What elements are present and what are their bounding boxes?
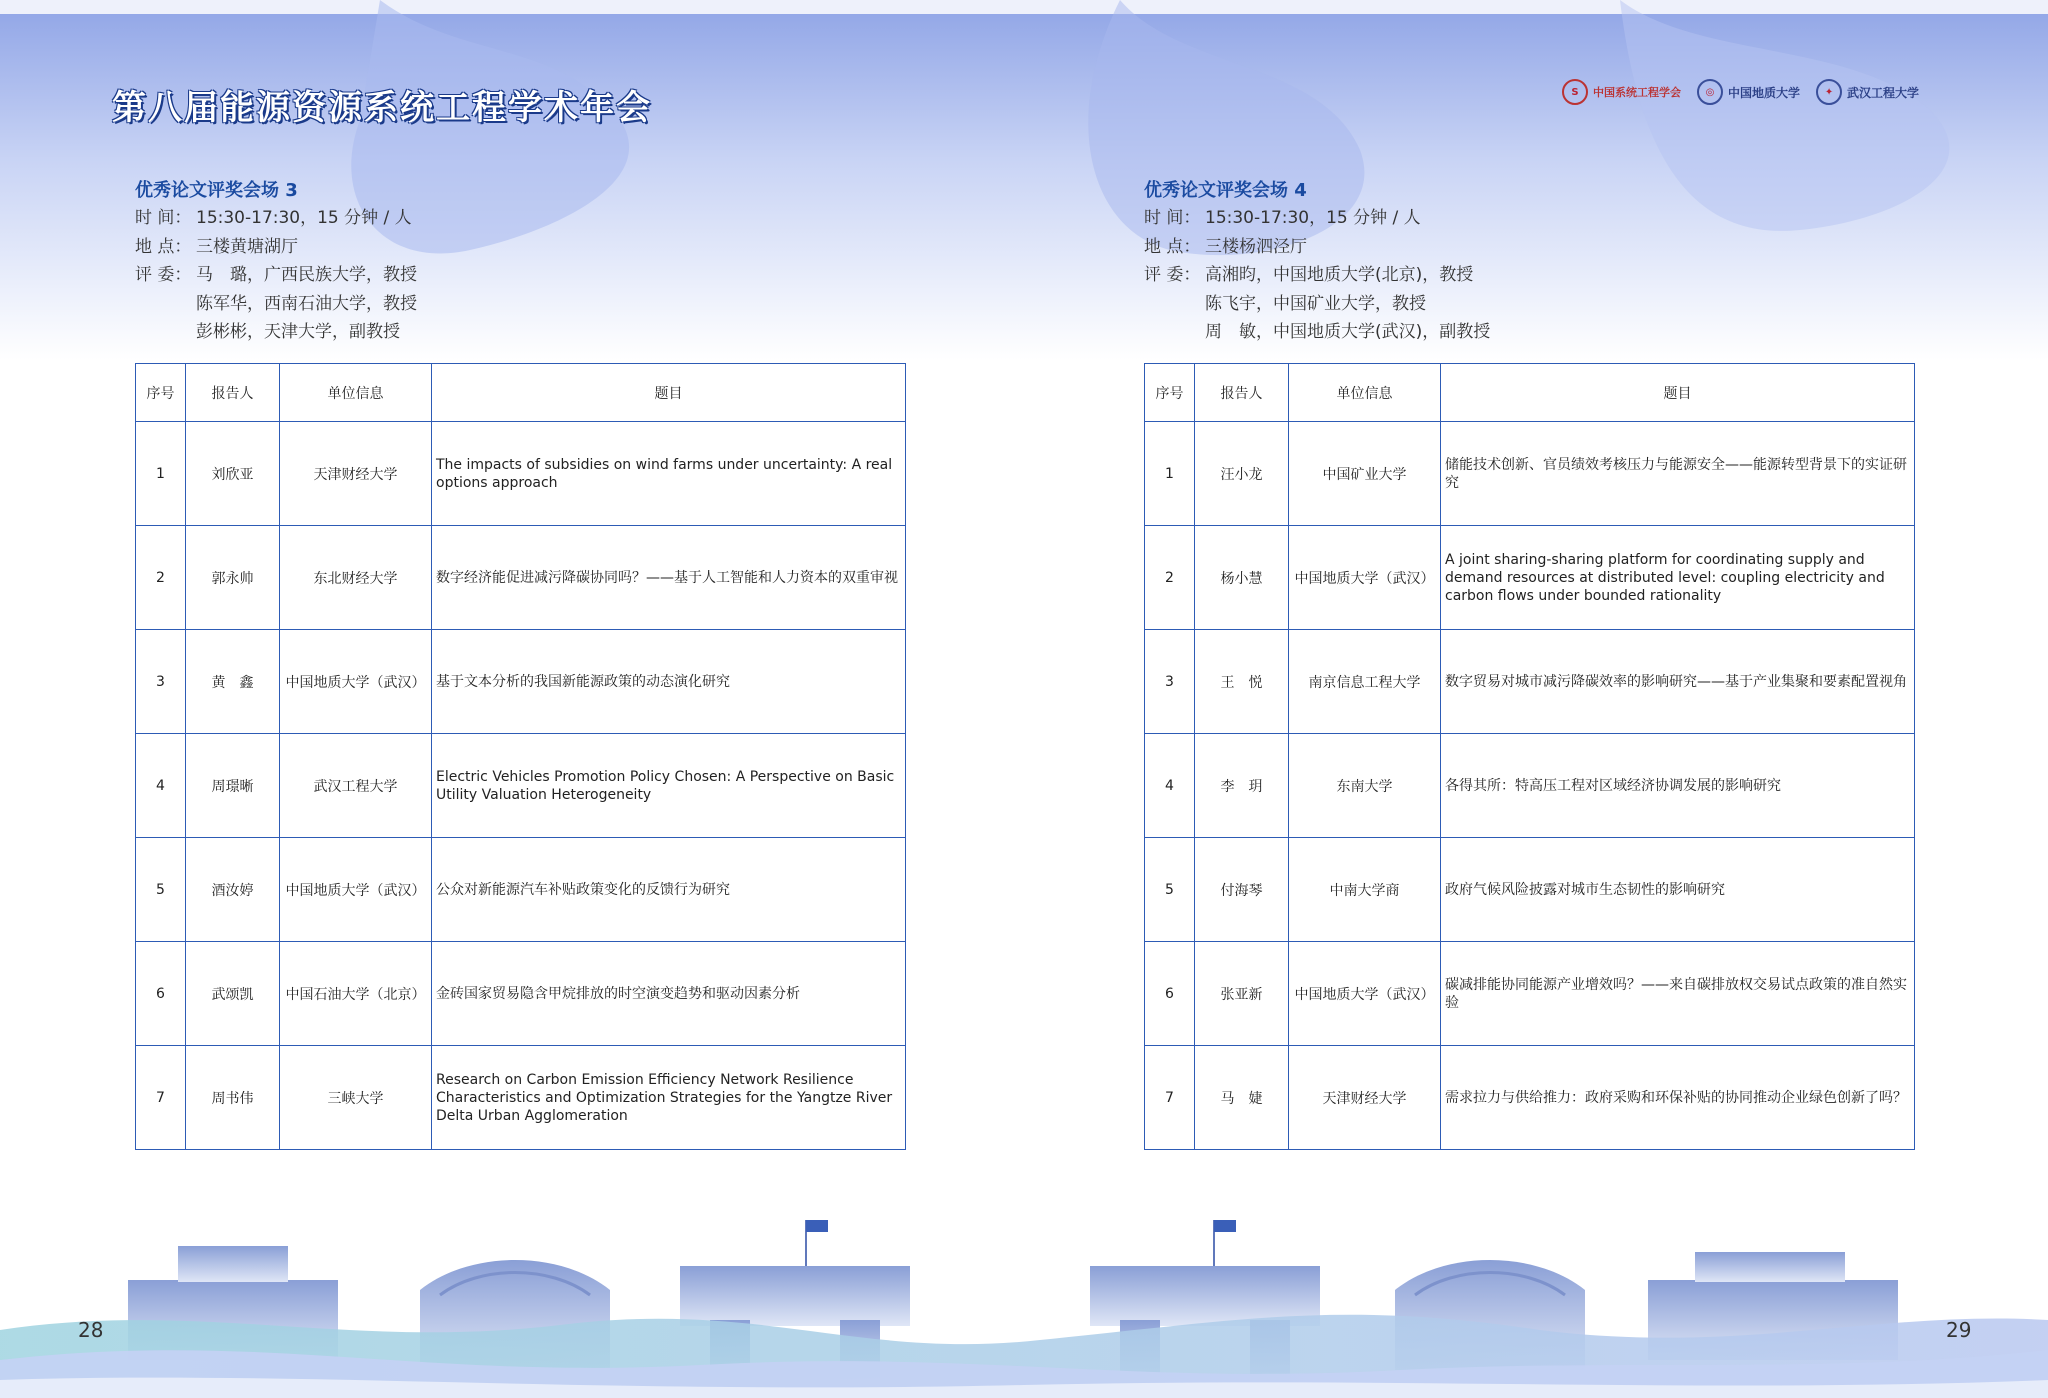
logo-bar (1562, 76, 1942, 108)
row-unit: 中国地质大学（武汉） (1289, 942, 1441, 1046)
col-number-header: 序号 (136, 364, 186, 422)
row-topic: 碳减排能协同能源产业增效吗？——来自碳排放权交易试点政策的准自然实验 (1441, 942, 1915, 1046)
table-row (1145, 422, 1915, 526)
table-row (136, 630, 906, 734)
row-unit: 中国石油大学（北京） (280, 942, 432, 1046)
row-topic: Research on Carbon Emission Efficiency Network Resilience Characteristics and Optimization Strategies for the Yangtze River Delta Urban Agglomeration (432, 1046, 906, 1150)
row-speaker: 黄 鑫 (186, 630, 280, 734)
row-speaker: 汪小龙 (1195, 422, 1289, 526)
judge-1: 高湘昀，中国地质大学(北京)，教授 (1205, 265, 1474, 285)
cug-logo (1697, 79, 1800, 105)
table-row (136, 734, 906, 838)
place-value: 三楼杨泗泾厅 (1205, 236, 1307, 257)
col-unit-header: 单位信息 (1289, 364, 1441, 422)
place-label: 地 点： (1144, 236, 1201, 257)
judges-label: 评 委： (135, 265, 192, 285)
row-topic: 公众对新能源汽车补贴政策变化的反馈行为研究 (432, 838, 906, 942)
row-number: 7 (136, 1046, 186, 1150)
session-judges (1144, 261, 1924, 290)
judges-label: 评 委： (1144, 265, 1201, 285)
table-row (1145, 838, 1915, 942)
session-judges (135, 261, 915, 290)
session-4-table (1144, 363, 1915, 1150)
cug-logo-label: 中国地质大学 (1728, 85, 1801, 100)
judge-2: 陈飞宇，中国矿业大学，教授 (1205, 293, 1426, 314)
table-header-row (136, 364, 906, 422)
row-topic: 储能技术创新、官员绩效考核压力与能源安全——能源转型背景下的实证研究 (1441, 422, 1915, 526)
page-number-right: 29 (1946, 1318, 1972, 1342)
row-unit: 东北财经大学 (280, 526, 432, 630)
sese-logo-icon: S (1562, 79, 1588, 105)
session-3-info (135, 178, 915, 347)
session-4-info (1144, 178, 1924, 347)
col-speaker-header: 报告人 (1195, 364, 1289, 422)
judge-2: 陈军华，西南石油大学，教授 (196, 293, 417, 314)
page-number-left: 28 (78, 1318, 104, 1342)
row-topic: 数字经济能促进减污降碳协同吗？——基于人工智能和人力资本的双重审视 (432, 526, 906, 630)
table-row (1145, 630, 1915, 734)
row-speaker: 付海琴 (1195, 838, 1289, 942)
session-title: 优秀论文评奖会场 3 (135, 180, 298, 201)
table-row (136, 942, 906, 1046)
judge-1: 马 璐，广西民族大学，教授 (196, 265, 417, 285)
cug-logo-icon: ◎ (1697, 79, 1723, 105)
session-title: 优秀论文评奖会场 4 (1144, 180, 1307, 201)
row-unit: 天津财经大学 (1289, 1046, 1441, 1150)
row-speaker: 杨小慧 (1195, 526, 1289, 630)
time-label: 时 间： (1144, 208, 1201, 228)
table-row (1145, 734, 1915, 838)
sese-logo-label: 中国系统工程学会 (1593, 86, 1681, 99)
time-value: 15:30-17:30，15 分钟 / 人 (1205, 208, 1421, 228)
row-number: 1 (1145, 422, 1195, 526)
col-unit-header: 单位信息 (280, 364, 432, 422)
row-speaker: 马 婕 (1195, 1046, 1289, 1150)
session-3-table (135, 363, 906, 1150)
row-unit: 武汉工程大学 (280, 734, 432, 838)
row-speaker: 郭永帅 (186, 526, 280, 630)
row-unit: 中国地质大学（武汉） (1289, 526, 1441, 630)
sese-logo (1562, 79, 1681, 105)
row-speaker: 周书伟 (186, 1046, 280, 1150)
session-time (1144, 204, 1924, 233)
wit-logo (1816, 79, 1919, 105)
table-row (136, 526, 906, 630)
row-topic: 各得其所：特高压工程对区域经济协调发展的影响研究 (1441, 734, 1915, 838)
col-number-header: 序号 (1145, 364, 1195, 422)
col-speaker-header: 报告人 (186, 364, 280, 422)
row-number: 4 (1145, 734, 1195, 838)
row-number: 2 (1145, 526, 1195, 630)
conference-title: 第八届能源资源系统工程学术年会 (112, 88, 652, 128)
campus-skyline-illustration (0, 1180, 2048, 1398)
row-number: 3 (1145, 630, 1195, 734)
judge-3: 周 敏，中国地质大学(武汉)，副教授 (1205, 322, 1491, 342)
row-speaker: 刘欣亚 (186, 422, 280, 526)
row-unit: 东南大学 (1289, 734, 1441, 838)
row-speaker: 张亚新 (1195, 942, 1289, 1046)
judge-3: 彭彬彬，天津大学，副教授 (196, 322, 400, 342)
row-topic: 需求拉力与供给推力：政府采购和环保补贴的协同推动企业绿色创新了吗？ (1441, 1046, 1915, 1150)
time-label: 时 间： (135, 208, 192, 228)
row-speaker: 酒汝婷 (186, 838, 280, 942)
table-row (136, 422, 906, 526)
row-number: 6 (136, 942, 186, 1046)
session-place (135, 233, 915, 262)
col-topic-header: 题目 (1441, 364, 1915, 422)
row-topic: 政府气候风险披露对城市生态韧性的影响研究 (1441, 838, 1915, 942)
row-unit: 中国地质大学（武汉） (280, 630, 432, 734)
row-topic: 数字贸易对城市减污降碳效率的影响研究——基于产业集聚和要素配置视角 (1441, 630, 1915, 734)
table-row (136, 838, 906, 942)
row-number: 3 (136, 630, 186, 734)
row-speaker: 周璟晰 (186, 734, 280, 838)
row-number: 1 (136, 422, 186, 526)
session-time (135, 204, 915, 233)
row-topic: 金砖国家贸易隐含甲烷排放的时空演变趋势和驱动因素分析 (432, 942, 906, 1046)
wit-logo-label: 武汉工程大学 (1847, 85, 1920, 100)
row-topic: Electric Vehicles Promotion Policy Chosen: A Perspective on Basic Utility Valuation Heterogeneity (432, 734, 906, 838)
row-unit: 三峡大学 (280, 1046, 432, 1150)
row-number: 2 (136, 526, 186, 630)
time-value: 15:30-17:30，15 分钟 / 人 (196, 208, 412, 228)
row-number: 5 (136, 838, 186, 942)
row-unit: 中南大学商 (1289, 838, 1441, 942)
row-number: 6 (1145, 942, 1195, 1046)
session-place (1144, 233, 1924, 262)
row-speaker: 武颂凯 (186, 942, 280, 1046)
row-topic: The impacts of subsidies on wind farms under uncertainty: A real options approach (432, 422, 906, 526)
row-speaker: 李 玥 (1195, 734, 1289, 838)
row-unit: 中国地质大学（武汉） (280, 838, 432, 942)
row-topic: 基于文本分析的我国新能源政策的动态演化研究 (432, 630, 906, 734)
row-unit: 中国矿业大学 (1289, 422, 1441, 526)
place-value: 三楼黄塘湖厅 (196, 236, 298, 257)
col-topic-header: 题目 (432, 364, 906, 422)
table-row (136, 1046, 906, 1150)
wit-logo-icon: ✦ (1816, 79, 1842, 105)
row-unit: 天津财经大学 (280, 422, 432, 526)
row-topic: A joint sharing-sharing platform for coordinating supply and demand resources at distributed level: coupling electricity and carbon flows under bounded rationality (1441, 526, 1915, 630)
table-header-row (1145, 364, 1915, 422)
row-number: 7 (1145, 1046, 1195, 1150)
row-unit: 南京信息工程大学 (1289, 630, 1441, 734)
row-speaker: 王 悦 (1195, 630, 1289, 734)
place-label: 地 点： (135, 236, 192, 257)
row-number: 5 (1145, 838, 1195, 942)
table-row (1145, 942, 1915, 1046)
row-number: 4 (136, 734, 186, 838)
table-row (1145, 1046, 1915, 1150)
table-row (1145, 526, 1915, 630)
